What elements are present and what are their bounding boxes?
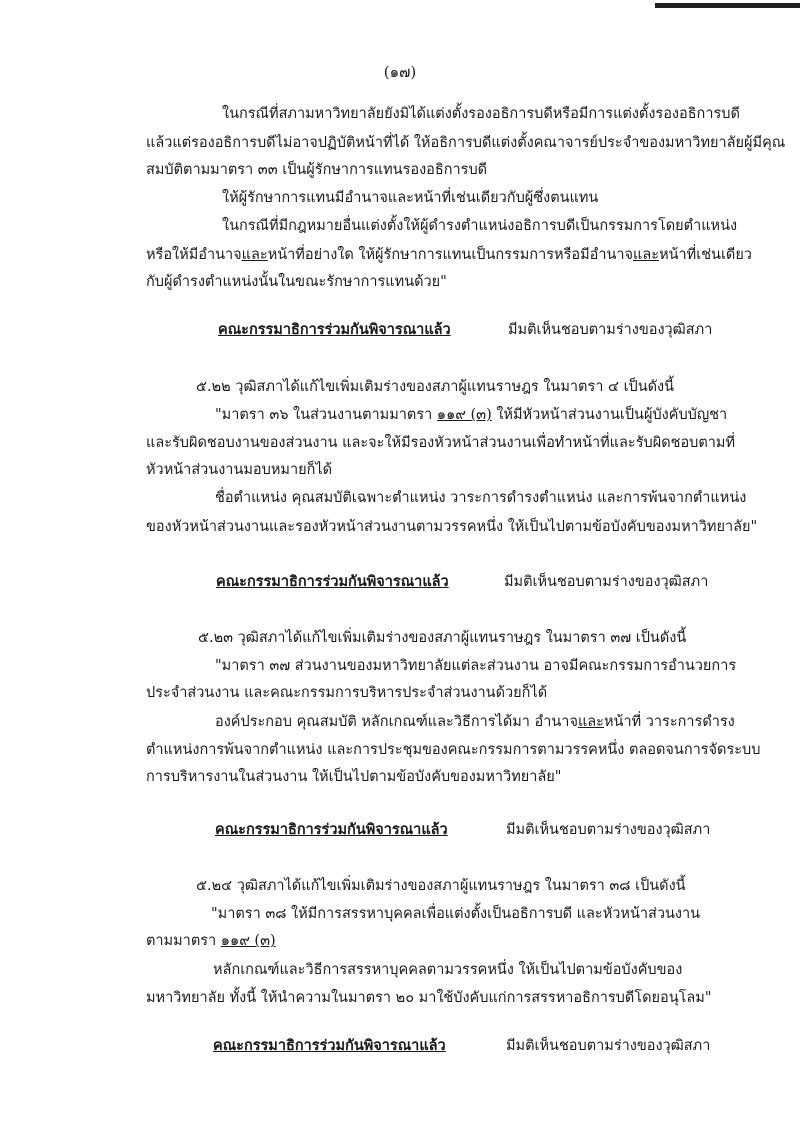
sec24-heading: ๕.๒๔ วุฒิสภาได้แก้ไขเพิ่มเติมร่างของสภาผู้แทนราษฎร ในมาตรา ๓๘ เป็นดังนี้	[196, 878, 686, 894]
sec22-line1-part2: ให้มีหัวหน้าส่วนงานเป็นผู้บังคับบัญชา	[491, 407, 728, 423]
para3-line2-part1: หรือให้มีอำนาจ	[146, 247, 242, 263]
sec23-line5: การบริหารงานในส่วนงาน ให้เป็นไปตามข้อบังคับของมหาวิทยาลัย"	[146, 769, 562, 785]
committee-label-4: คณะกรรมาธิการร่วมกันพิจารณาแล้ว	[213, 1037, 446, 1054]
sec24-line3: หลักเกณฑ์และวิธีการสรรหาบุคคลตามวรรคหนึ่ง ให้เป็นไปตามข้อบังคับของ	[213, 962, 683, 978]
top-edge-rule	[655, 3, 800, 8]
opinion-label-2: มีมติเห็นชอบตามร่างของวุฒิสภา	[504, 574, 709, 590]
sec23-line4: ตำแหน่งการพ้นจากตำแหน่ง และการประชุมของคณะกรรมการตามวรรคหนึ่ง ตลอดจนการจัดระบบ	[146, 742, 761, 758]
sec23-line3-part2: หน้าที่ วาระการดำรง	[603, 714, 735, 730]
opinion-label-1: มีมติเห็นชอบตามร่างของวุฒิสภา	[508, 322, 713, 338]
committee-label-3: คณะกรรมาธิการร่วมกันพิจารณาแล้ว	[215, 821, 448, 838]
para3-and-underlined-1: และ	[241, 247, 268, 263]
sec22-section-ref: ๑๑๙ (๓)	[436, 407, 492, 423]
opinion-label-3: มีมติเห็นชอบตามร่างของวุฒิสภา	[506, 822, 711, 838]
committee-label-1: คณะกรรมาธิการร่วมกันพิจารณาแล้ว	[218, 321, 451, 338]
para3-line1: ในกรณีที่มีกฎหมายอื่นแต่งตั้งให้ผู้ดำรงตำแหน่งอธิการบดีเป็นกรรมการโดยตำแหน่ง	[222, 218, 738, 234]
sec23-line1: "มาตรา ๓๗ ส่วนงานของมหาวิทยาลัยแต่ละส่วนงาน อาจมีคณะกรรมการอำนวยการ	[215, 658, 737, 674]
para3-line3: กับผู้ดำรงตำแหน่งนั้นในขณะรักษาการแทนด้วย"	[146, 274, 447, 290]
sec23-line3-part1: องค์ประกอบ คุณสมบัติ หลักเกณฑ์และวิธีการได้มา อำนาจ	[215, 714, 578, 730]
committee-label-2: คณะกรรมาธิการร่วมกันพิจารณาแล้ว	[216, 573, 449, 590]
sec24-line2-part1: ตามมาตรา	[146, 933, 221, 949]
sec23-line3	[215, 712, 735, 732]
sec23-heading: ๕.๒๓ วุฒิสภาได้แก้ไขเพิ่มเติมร่างของสภาผู้แทนราษฎร ในมาตรา ๓๗ เป็นดังนี้	[198, 630, 687, 646]
sec24-line1: "มาตรา ๓๘ ให้มีการสรรหาบุคคลเพื่อแต่งตั้งเป็นอธิการบดี และหัวหน้าส่วนงาน	[211, 906, 701, 922]
para1-line1: ในกรณีที่สภามหาวิทยาลัยยังมิได้แต่งตั้งรองอธิการบดีหรือมีการแต่งตั้งรองอธิการบดี	[222, 106, 740, 122]
sec23-and-underlined: และ	[577, 714, 604, 730]
sec22-line4: ชื่อตำแหน่ง คุณสมบัติเฉพาะตำแหน่ง วาระการดำรงตำแหน่ง และการพ้นจากตำแหน่ง	[215, 490, 747, 506]
para3-line2-part3: หน้าที่เช่นเดียว	[659, 247, 752, 263]
sec22-line1-part1: "มาตรา ๓๖ ในส่วนงานตามมาตรา	[215, 407, 437, 423]
page-number: (๑๗)	[383, 63, 417, 81]
para2-line1: ให้ผู้รักษาการแทนมีอำนาจและหน้าที่เช่นเดียวกับผู้ซึ่งตนแทน	[222, 190, 599, 206]
para1-line2: แล้วแต่รองอธิการบดีไม่อาจปฏิบัติหน้าที่ได้ ให้อธิการบดีแต่งตั้งคณาจารย์ประจำของมหาวิทยาลัยผู้มีคุณ	[146, 135, 786, 151]
sec22-line2: และรับผิดชอบงานของส่วนงาน และจะให้มีรองหัวหน้าส่วนงานเพื่อทำหน้าที่และรับผิดชอบตามที่	[146, 435, 736, 451]
sec24-section-ref: ๑๑๙ (๓)	[220, 933, 276, 949]
sec23-line2: ประจำส่วนงาน และคณะกรรมการบริหารประจำส่วนงานด้วยก็ได้	[146, 685, 548, 701]
sec24-line2	[146, 931, 276, 951]
sec22-line1	[215, 405, 727, 425]
sec24-line4: มหาวิทยาลัย ทั้งนี้ ให้นำความในมาตรา ๒๐ มาใช้บังคับแก่การสรรหาอธิการบดีโดยอนุโลม"	[146, 990, 712, 1006]
sec22-line5: ของหัวหน้าส่วนงานและรองหัวหน้าส่วนงานตามวรรคหนึ่ง ให้เป็นไปตามข้อบังคับของมหาวิทยาลัย"	[146, 519, 758, 535]
opinion-label-4: มีมติเห็นชอบตามร่างของวุฒิสภา	[506, 1038, 711, 1054]
para3-line2	[146, 245, 752, 265]
sec22-line3: หัวหน้าส่วนงานมอบหมายก็ได้	[146, 462, 333, 478]
para3-line2-part2: หน้าที่อย่างใด ให้ผู้รักษาการแทนเป็นกรรมการหรือมีอำนาจ	[267, 247, 634, 263]
para3-and-underlined-2: และ	[633, 247, 660, 263]
para1-line3: สมบัติตามมาตรา ๓๓ เป็นผู้รักษาการแทนรองอธิการบดี	[146, 162, 488, 178]
sec22-heading: ๕.๒๒ วุฒิสภาได้แก้ไขเพิ่มเติมร่างของสภาผู้แทนราษฎร ในมาตรา ๔ เป็นดังนี้	[196, 379, 675, 395]
